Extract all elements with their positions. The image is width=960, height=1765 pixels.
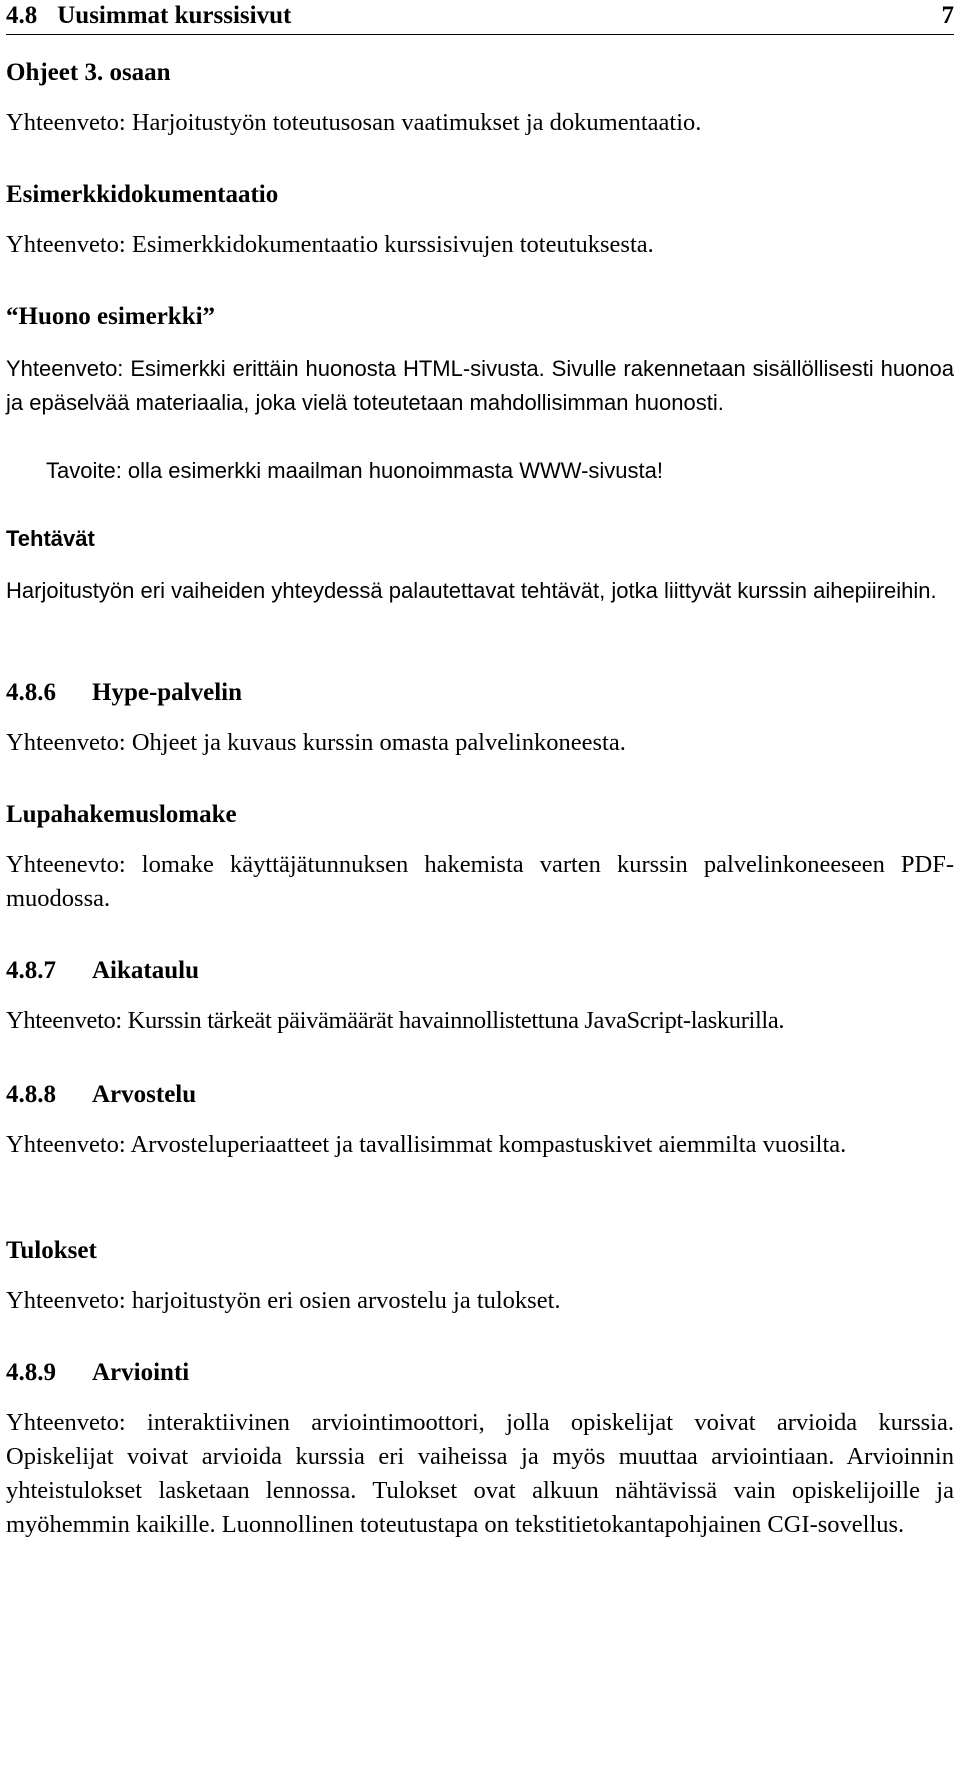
subsection-title: Arviointi xyxy=(92,1359,190,1386)
item-summary: Yhteenevto: lomake käyttäjätunnuksen hakemista varten kurssin palvelinkoneeseen PDF-muodossa. xyxy=(6,851,954,912)
subsection-heading xyxy=(6,678,954,708)
item-summary: Yhteenveto: Harjoitustyön toteutusosan vaatimukset ja dokumentaatio. xyxy=(6,109,702,136)
item-heading: Ohjeet 3. osaan xyxy=(6,59,171,86)
item-heading: Lupahakemuslomake xyxy=(6,801,237,828)
section-heading xyxy=(6,2,291,30)
subsection-number: 4.8.9 xyxy=(6,1359,56,1386)
item-summary: Yhteenveto: Ohjeet ja kuvaus kurssin omasta palvelinkoneesta. xyxy=(6,729,626,756)
item-goal: Tavoite: olla esimerkki maailman huonoimmasta WWW-sivusta! xyxy=(46,458,663,483)
item-summary: Yhteenveto: Kurssin tärkeät päivämäärät havainnollistettuna JavaScript-laskurilla. xyxy=(6,1007,785,1034)
subsection-title: Arvostelu xyxy=(92,1081,197,1108)
section-header xyxy=(6,2,954,35)
subsection-heading xyxy=(6,1080,954,1110)
subsection-number: 4.8.6 xyxy=(6,679,56,706)
subsection-title: Aikataulu xyxy=(92,957,199,984)
item-summary: Yhteenveto: Esimerkkidokumentaatio kurssisivujen toteutuksesta. xyxy=(6,231,654,258)
subsection-heading xyxy=(6,1358,954,1388)
item-summary: Yhteenveto: interaktiivinen arviointimoottori, jolla opiskelijat voivat arvioida kurssia. Opiskelijat voivat arvioida kurssia eri vaiheissa ja myös muuttaa arviointiaan. Arvioinnin yhteistulokset lasketaan lennossa. Tulokset ovat alkuun nähtävissä vain opiskelijoille ja myöhemmin kaikille. Luonnollinen toteutustapa on tekstitietokantapohjainen CGI-sovellus. xyxy=(6,1409,954,1538)
section-title: Uusimmat kurssisivut xyxy=(57,2,292,29)
item-summary: Harjoitustyön eri vaiheiden yhteydessä palautettavat tehtävät, jotka liittyvät kurssin aihepiireihin. xyxy=(6,578,937,603)
item-summary: Yhteenveto: harjoitustyön eri osien arvostelu ja tulokset. xyxy=(6,1287,561,1314)
page-number: 7 xyxy=(941,2,954,29)
subsection-heading xyxy=(6,956,954,986)
section-number: 4.8 xyxy=(6,2,38,29)
item-summary: Yhteenveto: Arvosteluperiaatteet ja tavallisimmat kompastuskivet aiemmilta vuosilta. xyxy=(6,1131,847,1158)
item-heading: Tulokset xyxy=(6,1237,97,1264)
subsection-title: Hype-palvelin xyxy=(92,679,243,706)
item-heading: Esimerkkidokumentaatio xyxy=(6,181,279,208)
item-heading: “Huono esimerkki” xyxy=(6,303,216,330)
item-summary: Yhteenveto: Esimerkki erittäin huonosta HTML-sivusta. Sivulle rakennetaan sisällöllisesti huonoa ja epäselvää materiaalia, joka vielä toteutetaan mahdollisimman huonosti. xyxy=(6,356,954,415)
subsection-number: 4.8.7 xyxy=(6,957,56,984)
subsection-number: 4.8.8 xyxy=(6,1081,56,1108)
item-heading: Tehtävät xyxy=(6,526,95,551)
